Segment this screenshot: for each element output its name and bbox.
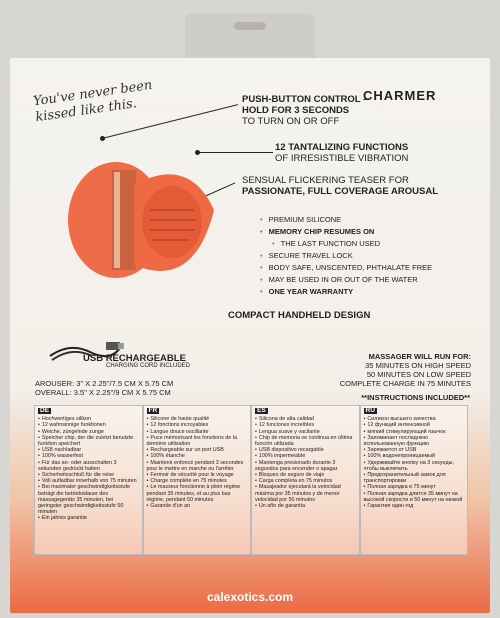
callout-dot <box>100 136 105 141</box>
language-column-ru: RU • Силикон высшего качества • 12 функций интенсивной • мягкий стимулирующий язычок • Запоминает последнюю использованную функцию • Заряжается от USB • 100% водонепроницаемый • Удерживайте кнопку на 3 секунды, чтобы выключить • Предохранительный замок для транспортировки • Полная зарядка в 75 минут • Полная зарядка длится 35 минут на высокой скорости и 50 минут на низкой • Гарантия один год <box>360 405 469 555</box>
usb-sublabel: CHARGING CORD INCLUDED <box>106 363 191 369</box>
usb-label: USB RECHARGEABLE <box>83 353 186 364</box>
hang-tab <box>185 14 315 60</box>
language-column-fr: FR • Silicone de haute qualité • 12 fonctions incroyables • Langue douce oscillante • Puce mémorisant les fonctions de la dernière utilisation • Rechargeable sur un port USB • 100% étanche • Maintenir enfoncé pendant 3 secondes pour le mettre en marche ou l'arrêter • Fermoir de sécurité pour le voyage • Charge complète en 75 minutes • Le masseur fonctionne à plein régime pendant 35 minutes, et au plus bas régime, pendant 50 minutes • Garantie d'un an <box>143 405 252 555</box>
tagline: You've never been kissed like this. <box>32 77 154 126</box>
bullet-item: • BODY SAFE, UNSCENTED, PHTHALATE FREE <box>260 262 432 274</box>
bullet-item: • ONE YEAR WARRANTY <box>260 286 432 298</box>
bullet-item: • PREMIUM SILICONE <box>260 214 432 226</box>
product-title: CHARMER <box>363 88 437 103</box>
bullet-item: • MAY BE USED IN OR OUT OF THE WATER <box>260 274 432 286</box>
instructions-note: **INSTRUCTIONS INCLUDED** <box>361 393 470 402</box>
dimensions: AROUSER: 3" X 2.25"/7.5 CM X 5.75 CM OVERALL: 3.5" X 2.25"/9 CM X 5.75 CM <box>35 379 174 397</box>
run-time: MASSAGER WILL RUN FOR: 35 MINUTES ON HIGH SPEED 50 MINUTES ON LOW SPEED COMPLETE CHARGE IN 75 MINUTES <box>339 352 471 388</box>
feature-teaser: SENSUAL FLICKERING TEASER FOR PASSIONATE, FULL COVERAGE AROUSAL <box>242 175 438 197</box>
bullet-item: • THE LAST FUNCTION USED <box>260 238 432 250</box>
language-column-es: ES • Silicona de alta calidad • 12 funciones increíbles • Lengua suave y vacilante • Chip de memoria se continua en última función utilizada • USB dispositivo recargable • 100% impermeable • Mantenga presionado durante 3 segundos para encender o apagar • Bloqueo de seguro de viaje • Carga completa en 75 minutos • Masajeador ejecutará la velocidad máxima por 35 minutos y de menor velocidad por 50 minutos • Un año de garantía <box>251 405 360 555</box>
bullet-item: • SECURE TRAVEL LOCK <box>260 250 432 262</box>
feature-push-button: PUSH-BUTTON CONTROL – HOLD FOR 3 SECONDS TO TURN ON OR OFF <box>242 94 369 127</box>
feature-functions: 12 TANTALIZING FUNCTIONS OF IRRESISTIBLE VIBRATION <box>275 142 409 164</box>
package-back <box>10 58 490 613</box>
language-column-de: DE • Hochwertiges silikon • 12 wahnsinnige funktionen • Weiche, züngelnde zunge • Speicher chip, der die zuletzt benutzte funktion speichert • USB nachladbar • 100% wasserfest • Für das an- oder ausschalten 3 sekunden gedrückt halten • Sicherheitsschloß für die reise • Voll aufladbar innerhalb von 75 minuten • Bei maximaler geschwindigkeitsstufe beträgt die betriebsdauer des massagegeräts 35 minuten, bei geringster geschwindigkeitsstufe 50 minuten • Ein jahres garantie <box>34 405 143 555</box>
website-url: calexotics.com <box>206 590 294 604</box>
language-columns <box>34 405 468 555</box>
hang-hole <box>234 22 266 30</box>
bullet-list <box>260 214 432 298</box>
compact-label: COMPACT HANDHELD DESIGN <box>228 310 371 321</box>
product-image <box>54 150 234 310</box>
bullet-item: • MEMORY CHIP RESUMES ON <box>260 226 432 238</box>
